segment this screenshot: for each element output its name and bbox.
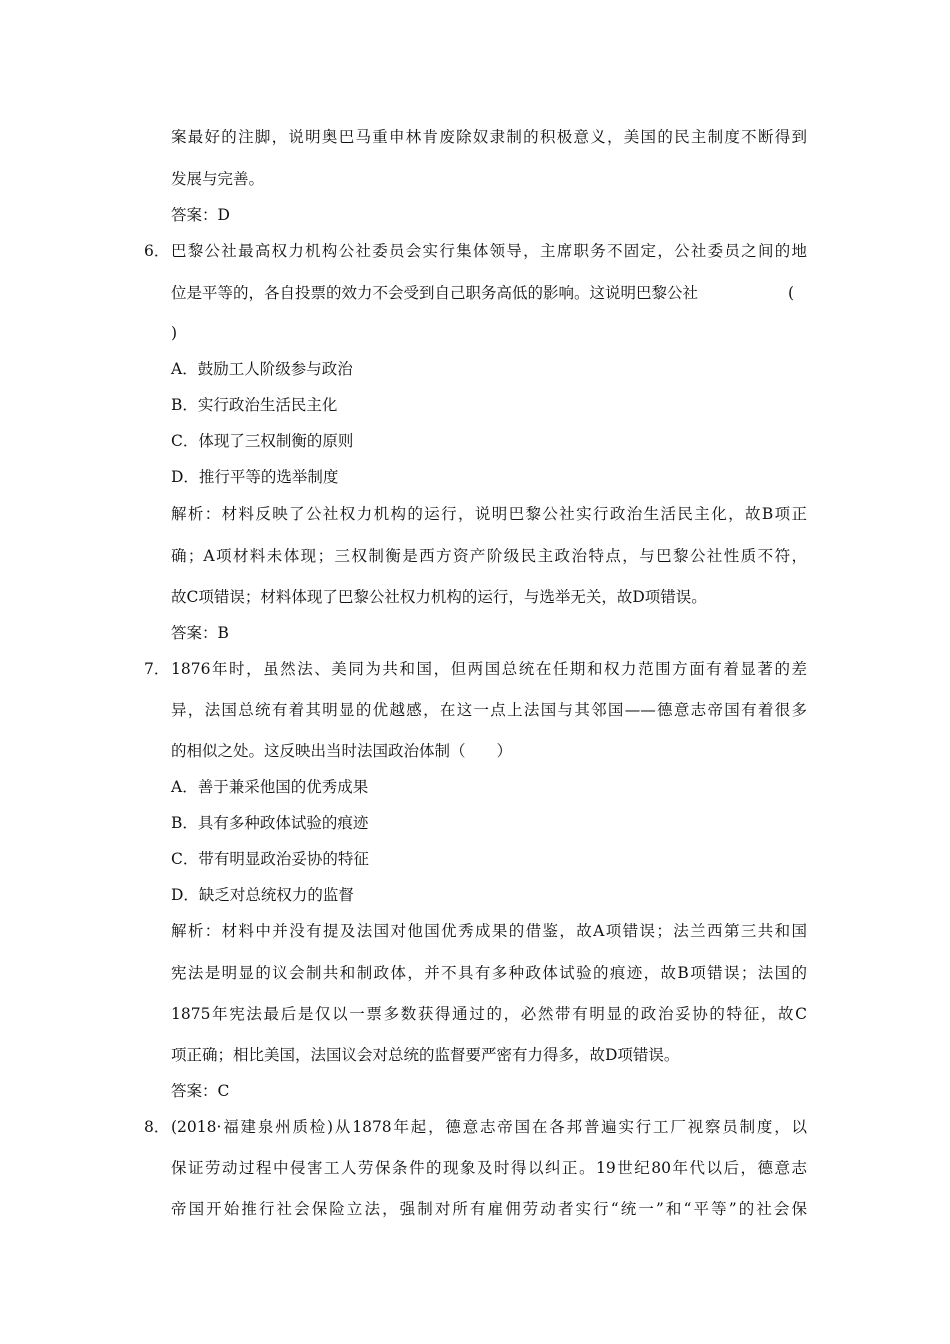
q7-analysis-line-3: 1875年宪法最后是仅以一票多数获得通过的，必然带有明显的政治妥协的特征，故C xyxy=(171,1005,807,1023)
q7-analysis-line-4: 项正确；相比美国，法国议会对总统的监督要严密有力得多，故D项错误。 xyxy=(171,1046,680,1064)
q7-number: 7． xyxy=(144,660,170,678)
q6-answer: 答案：B xyxy=(171,624,229,642)
prev-analysis-line-2: 发展与完善。 xyxy=(171,170,265,188)
q8-stem-line-1: (2018·福建泉州质检)从1878年起，德意志帝国在各邦普遍实行工厂视察员制度，以 xyxy=(171,1118,807,1136)
q6-analysis-line-1: 解析：材料反映了公社权力机构的运行，说明巴黎公社实行政治生活民主化，故B项正 xyxy=(171,505,807,523)
q7-stem-line-3: 的相似之处。这反映出当时法国政治体制（ ） xyxy=(171,742,513,760)
q7-option-c: C．带有明显政治妥协的特征 xyxy=(171,850,369,868)
q8-stem-line-3: 帝国开始推行社会保险立法，强制对所有雇佣劳动者实行“统一”和“平等”的社会保 xyxy=(171,1200,807,1218)
q7-answer: 答案：C xyxy=(171,1082,230,1100)
q7-stem-line-2: 异，法国总统有着其明显的优越感，在这一点上法国与其邻国——德意志帝国有着很多 xyxy=(171,701,807,719)
q6-paren-open: ( xyxy=(788,284,795,302)
q7-stem-line-1: 1876年时，虽然法、美同为共和国，但两国总统在任期和权力范围方面有着显著的差 xyxy=(171,660,807,678)
q6-option-d: D．推行平等的选举制度 xyxy=(171,468,339,486)
q6-paren-close: ) xyxy=(171,324,178,342)
q6-stem-line-2: 位是平等的，各自投票的效力不会受到自己职务高低的影响。这说明巴黎公社 xyxy=(171,284,699,302)
q6-option-b: B．实行政治生活民主化 xyxy=(171,396,338,414)
q7-analysis-line-2: 宪法是明显的议会制共和制政体，并不具有多种政体试验的痕迹，故B项错误；法国的 xyxy=(171,964,807,982)
q7-analysis-line-1: 解析：材料中并没有提及法国对他国优秀成果的借鉴，故A项错误；法兰西第三共和国 xyxy=(171,922,807,940)
q7-option-b: B．具有多种政体试验的痕迹 xyxy=(171,814,369,832)
q6-analysis-line-2: 确；A项材料未体现；三权制衡是西方资产阶级民主政治特点，与巴黎公社性质不符， xyxy=(171,547,807,565)
q6-option-c: C．体现了三权制衡的原则 xyxy=(171,432,354,450)
q6-analysis-line-3: 故C项错误；材料体现了巴黎公社权力机构的运行，与选举无关，故D项错误。 xyxy=(171,588,707,606)
q8-stem-line-2: 保证劳动过程中侵害工人劳保条件的现象及时得以纠正。19世纪80年代以后，德意志 xyxy=(171,1159,807,1177)
q7-option-d: D．缺乏对总统权力的监督 xyxy=(171,886,354,904)
q6-option-a: A．鼓励工人阶级参与政治 xyxy=(171,360,353,378)
q7-option-a: A．善于兼采他国的优秀成果 xyxy=(171,778,369,796)
prev-analysis-line-1: 案最好的注脚，说明奥巴马重申林肯废除奴隶制的积极意义，美国的民主制度不断得到 xyxy=(171,128,807,146)
q6-stem-line-1: 巴黎公社最高权力机构公社委员会实行集体领导，主席职务不固定，公社委员之间的地 xyxy=(171,242,807,260)
q6-number: 6． xyxy=(144,242,170,260)
q8-number: 8． xyxy=(144,1118,170,1136)
prev-answer: 答案：D xyxy=(171,206,230,224)
